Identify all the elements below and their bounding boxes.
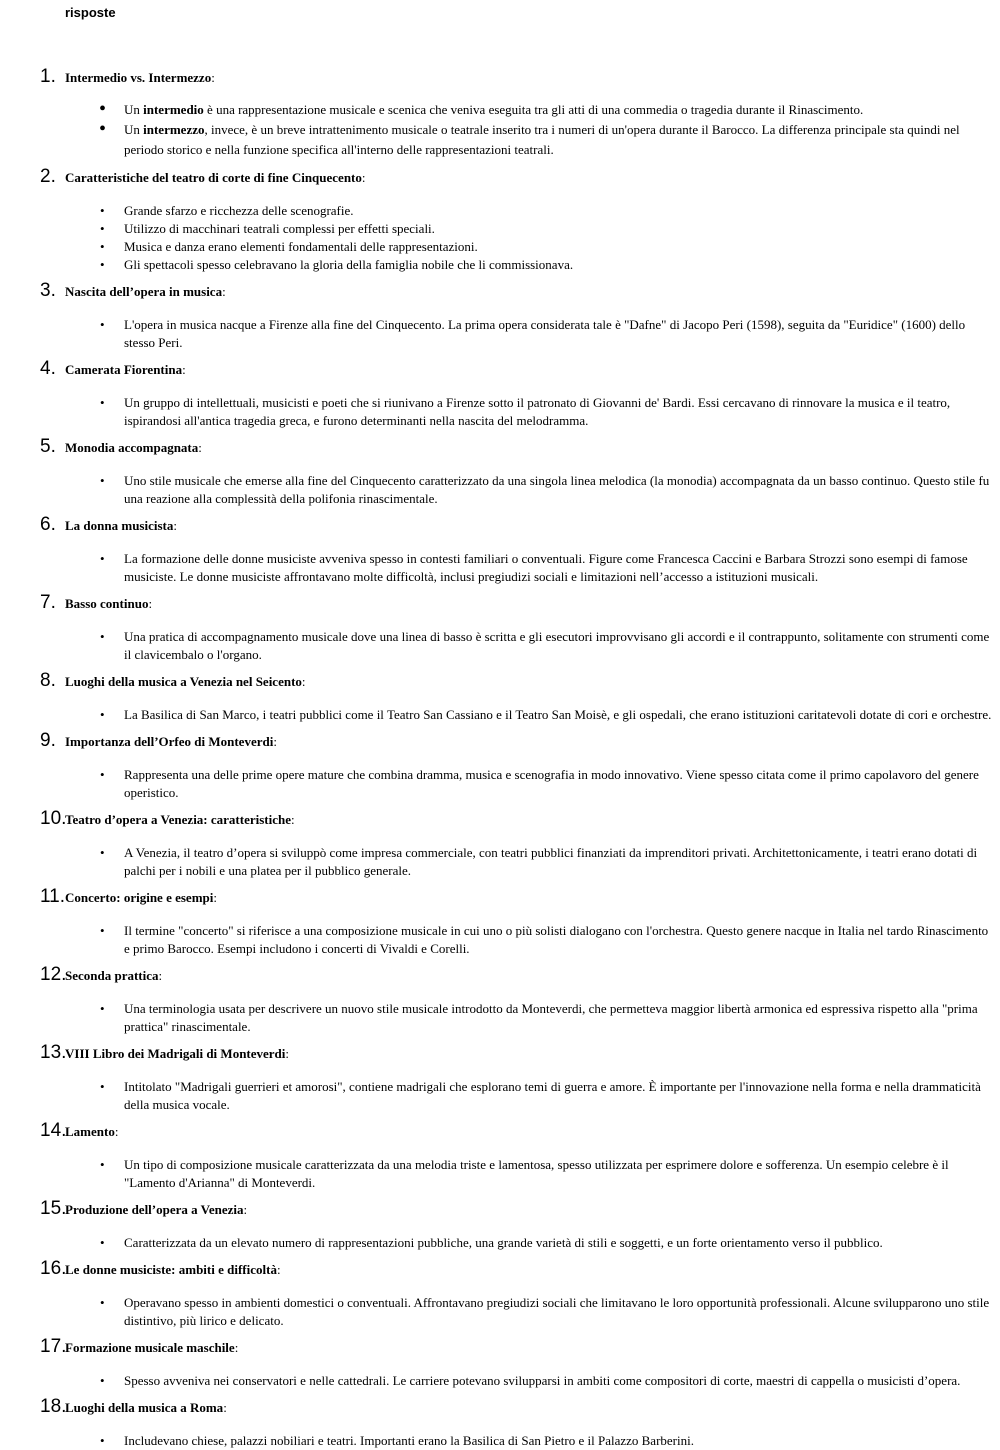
answer-section (0, 1120, 1000, 1192)
answer-section (0, 886, 1000, 958)
section-title: VIII Libro dei Madrigali di Monteverdi: (65, 1046, 290, 1061)
section-heading (0, 808, 1000, 830)
bullet-text: Includevano chiese, palazzi nobiliari e teatri. Importanti erano la Basilica di San Pietro e il Palazzo Barberini. (124, 1433, 694, 1448)
answer-section (0, 1396, 1000, 1450)
section-heading (0, 1198, 1000, 1220)
section-number: 4. (40, 358, 56, 379)
section-title: Importanza dell’Orfeo di Monteverdi: (65, 734, 277, 749)
bullet-list (0, 706, 1000, 724)
section-heading (0, 1336, 1000, 1358)
bullet-item (0, 1294, 1000, 1330)
section-title: La donna musicista: (65, 518, 177, 533)
section-number: 14. (40, 1120, 67, 1141)
section-number: 10. (40, 808, 67, 829)
bullet-text: A Venezia, il teatro d’opera si sviluppò come impresa commerciale, con teatri pubblici finanziati da imprenditori privati. Architettonicamente, i teatri erano dotati di palchi per i nobili e una platea per il pubblico generale. (124, 845, 978, 878)
section-title-text: Camerata Fiorentina (65, 362, 183, 377)
bullet-text: L'opera in musica nacque a Firenze alla fine del Cinquecento. La prima opera considerata tale è "Dafne" di Jacopo Peri (1598), seguita da "Euridice" (1600) dello stesso Peri. (124, 317, 966, 350)
answer-section (0, 730, 1000, 802)
answer-section (0, 808, 1000, 880)
section-number: 17. (40, 1336, 67, 1357)
section-heading (0, 436, 1000, 458)
section-title-text: Luoghi della musica a Venezia nel Seicento (65, 674, 302, 689)
section-title: Caratteristiche del teatro di corte di fine Cinquecento: (65, 170, 366, 185)
section-heading (0, 1042, 1000, 1064)
answer-section (0, 166, 1000, 274)
bullet-text: Una pratica di accompagnamento musicale dove una linea di basso è scritta e gli esecutori improvvisano gli accordi e il contrappunto, solitamente con strumenti come il clavicembalo o l'organo. (124, 629, 990, 662)
section-title-text: Nascita dell’opera in musica (65, 284, 223, 299)
bullet-text: Una terminologia usata per descrivere un nuovo stile musicale introdotto da Monteverdi, che permetteva maggior libertà armonica ed espressiva rispetto alla "prima prattica" rinascimentale. (124, 1001, 978, 1034)
bullet-list (0, 472, 1000, 508)
bullet-text: La formazione delle donne musiciste avveniva spesso in contesti familiari o conventuali. Figure come Francesca Caccini e Barbara Strozzi sono esempi di famose musiciste. Le donne musiciste affrontavano molte difficoltà, inclusi pregiudizi sociali e limitazioni nell’accesso a istituzioni musicali. (124, 551, 968, 584)
answer-section (0, 436, 1000, 508)
bullet-text: Caratterizzata da un elevato numero di rappresentazioni pubbliche, una grande varietà di stili e soggetti, e un forte orientamento verso il pubblico. (124, 1235, 883, 1250)
section-heading (0, 886, 1000, 908)
section-number: 9. (40, 730, 56, 751)
answer-section (0, 1336, 1000, 1390)
section-title-text: Intermedio vs. Intermezzo (65, 70, 212, 85)
section-title-text: Luoghi della musica a Roma (65, 1400, 224, 1415)
bullet-item (0, 706, 1000, 724)
section-title: Monodia accompagnata: (65, 440, 202, 455)
section-heading (0, 280, 1000, 302)
section-title: Formazione musicale maschile: (65, 1340, 239, 1355)
section-title-text: Le donne musiciste: ambiti e difficoltà (65, 1262, 277, 1277)
bullet-text: Il termine "concerto" si riferisce a una composizione musicale in cui uno o più solisti dialogano con l'orchestra. Questo genere nacque in Italia nel tardo Rinascimento e primo Barocco. Esempi includono i concerti di Vivaldi e Corelli. (124, 923, 989, 956)
answer-section (0, 358, 1000, 430)
answer-section (0, 1258, 1000, 1330)
section-heading (0, 514, 1000, 536)
bullet-list (0, 922, 1000, 958)
section-title-text: VIII Libro dei Madrigali di Monteverdi (65, 1046, 286, 1061)
section-number: 2. (40, 166, 56, 187)
bullet-item (0, 1234, 1000, 1252)
bullet-list (0, 1294, 1000, 1330)
section-title-text: Teatro d’opera a Venezia: caratteristiche (65, 812, 292, 827)
section-title-text: Produzione dell’opera a Venezia (65, 1202, 244, 1217)
section-number: 6. (40, 514, 56, 535)
bullet-text: Grande sfarzo e ricchezza delle scenografie. (124, 203, 354, 218)
bullet-item (0, 394, 1000, 430)
bullet-text: La Basilica di San Marco, i teatri pubblici come il Teatro San Cassiano e il Teatro San Moisè, e gli ospedali, che erano istituzioni caritatevoli dotate di cori e orchestre. (124, 707, 992, 722)
bullet-text: Intitolato "Madrigali guerrieri et amorosi", contiene madrigali che esplorano temi di guerra e amore. È importante per l'innovazione nella forma e nella drammaticità della musica vocale. (124, 1079, 981, 1112)
bullet-item (0, 844, 1000, 880)
section-heading (0, 358, 1000, 380)
section-heading (0, 1120, 1000, 1142)
answer-section (0, 1042, 1000, 1114)
section-number: 12. (40, 964, 67, 985)
bullet-text: Operavano spesso in ambienti domestici o conventuali. Affrontavano pregiudizi sociali che limitavano le loro opportunità professionali. Alcune svilupparono uno stile distintivo, più lirico e delicato. (124, 1295, 990, 1328)
section-number: 16. (40, 1258, 67, 1279)
section-title-text: Formazione musicale maschile (65, 1340, 235, 1355)
section-heading (0, 964, 1000, 986)
bullet-list (0, 202, 1000, 274)
bullet-item (0, 202, 1000, 220)
bullet-item (0, 1432, 1000, 1450)
bullet-keyword: intermezzo (143, 122, 205, 137)
section-heading (0, 670, 1000, 692)
document-header: risposte (65, 5, 116, 20)
section-title: Le donne musiciste: ambiti e difficoltà: (65, 1262, 281, 1277)
answer-section (0, 592, 1000, 664)
bullet-text: Musica e danza erano elementi fondamentali delle rappresentazioni. (124, 239, 478, 254)
answer-section (0, 280, 1000, 352)
bullet-item (0, 628, 1000, 664)
answer-section (0, 66, 1000, 160)
section-number: 1. (40, 66, 56, 87)
section-title-text: Basso continuo (65, 596, 149, 611)
bullet-item (0, 1156, 1000, 1192)
section-title: Camerata Fiorentina: (65, 362, 186, 377)
section-number: 15. (40, 1198, 67, 1219)
section-title: Basso continuo: (65, 596, 153, 611)
bullet-item (0, 550, 1000, 586)
bullet-list (0, 628, 1000, 664)
bullet-text: Spesso avveniva nei conservatori e nelle cattedrali. Le carriere potevano svilupparsi in ambiti come compositori di corte, maestri di cappella o musicisti d’opera. (124, 1373, 961, 1388)
bullet-text: Un (124, 122, 144, 137)
answer-section (0, 514, 1000, 586)
bullet-item (0, 100, 1000, 120)
bullet-list (0, 1000, 1000, 1036)
section-title: Luoghi della musica a Venezia nel Seicento: (65, 674, 306, 689)
answer-section (0, 670, 1000, 724)
section-number: 11. (40, 886, 66, 907)
bullet-text: Uno stile musicale che emerse alla fine del Cinquecento caratterizzato da una singola linea melodica (la monodia) accompagnata da un basso continuo. Questo stile fu una reazione alla complessità della polifonia rinascimentale. (124, 473, 990, 506)
answer-section (0, 1198, 1000, 1252)
bullet-item (0, 922, 1000, 958)
section-title-text: Importanza dell’Orfeo di Monteverdi (65, 734, 274, 749)
bullet-item (0, 316, 1000, 352)
bullet-text: Un (124, 102, 144, 117)
section-title-text: Caratteristiche del teatro di corte di fine Cinquecento (65, 170, 362, 185)
section-title: Produzione dell’opera a Venezia: (65, 1202, 248, 1217)
bullet-item (0, 1372, 1000, 1390)
bullet-item (0, 1000, 1000, 1036)
section-heading (0, 1258, 1000, 1280)
section-number: 13. (40, 1042, 67, 1063)
bullet-list (0, 1156, 1000, 1192)
section-heading (0, 1396, 1000, 1418)
bullet-list (0, 1078, 1000, 1114)
section-title: Teatro d’opera a Venezia: caratteristiche: (65, 812, 295, 827)
section-title-text: Monodia accompagnata (65, 440, 199, 455)
bullet-item (0, 1078, 1000, 1114)
section-heading (0, 66, 1000, 88)
section-title: Concerto: origine e esempi: (65, 890, 217, 905)
bullet-item (0, 120, 1000, 160)
section-title-text: Seconda prattica (65, 968, 159, 983)
bullet-list (0, 766, 1000, 802)
section-heading (0, 166, 1000, 188)
section-title: Luoghi della musica a Roma: (65, 1400, 227, 1415)
bullet-text: Un tipo di composizione musicale caratterizzata da una melodia triste e lamentosa, spesso utilizzata per esprimere dolore e sofferenza. Un esempio celebre è il "Lamento d'Arianna" di Monteverdi. (124, 1157, 949, 1190)
answer-section (0, 964, 1000, 1036)
bullet-list (0, 100, 1000, 160)
bullet-item (0, 472, 1000, 508)
bullet-text: , invece, è un breve intrattenimento musicale o teatrale inserito tra i numeri di un'opera durante il Barocco. La differenza principale sta quindi nel periodo storico e nella funzione specifica all'interno delle rappresentazioni teatrali. (124, 122, 960, 157)
bullet-text: è una rappresentazione musicale e scenica che veniva eseguita tra gli atti di una commedia o tragedia durante il Rinascimento. (203, 102, 864, 117)
section-number: 5. (40, 436, 56, 457)
section-heading (0, 730, 1000, 752)
bullet-item (0, 256, 1000, 274)
bullet-list (0, 550, 1000, 586)
bullet-list (0, 1234, 1000, 1252)
section-heading (0, 592, 1000, 614)
bullet-item (0, 766, 1000, 802)
bullet-text: Gli spettacoli spesso celebravano la gloria della famiglia nobile che li commissionava. (124, 257, 574, 272)
bullet-list (0, 844, 1000, 880)
bullet-list (0, 316, 1000, 352)
bullet-item (0, 220, 1000, 238)
section-number: 7. (40, 592, 56, 613)
bullet-text: Rappresenta una delle prime opere mature che combina dramma, musica e scenografia in modo innovativo. Viene spesso citata come il primo capolavoro del genere operistico. (124, 767, 979, 800)
bullet-list (0, 394, 1000, 430)
answers-list (0, 60, 1000, 1450)
bullet-text: Un gruppo di intellettuali, musicisti e poeti che si riunivano a Firenze sotto il patronato di Giovanni de' Bardi. Essi cercavano di rinnovare la musica e il teatro, ispirandosi all'antica tragedia greca, e furono determinanti nella nascita del melodramma. (124, 395, 951, 428)
section-title: Nascita dell’opera in musica: (65, 284, 226, 299)
section-title-text: La donna musicista (65, 518, 174, 533)
section-number: 18. (40, 1396, 67, 1417)
bullet-text: Utilizzo di macchinari teatrali complessi per effetti speciali. (124, 221, 435, 236)
bullet-list (0, 1372, 1000, 1390)
section-title: Intermedio vs. Intermezzo: (65, 70, 215, 85)
bullet-list (0, 1432, 1000, 1450)
bullet-item (0, 238, 1000, 256)
section-number: 3. (40, 280, 56, 301)
section-title-text: Concerto: origine e esempi (65, 890, 214, 905)
bullet-keyword: intermedio (143, 102, 204, 117)
section-title: Lamento: (65, 1124, 119, 1139)
section-title: Seconda prattica: (65, 968, 163, 983)
section-title-text: Lamento (65, 1124, 115, 1139)
section-number: 8. (40, 670, 56, 691)
